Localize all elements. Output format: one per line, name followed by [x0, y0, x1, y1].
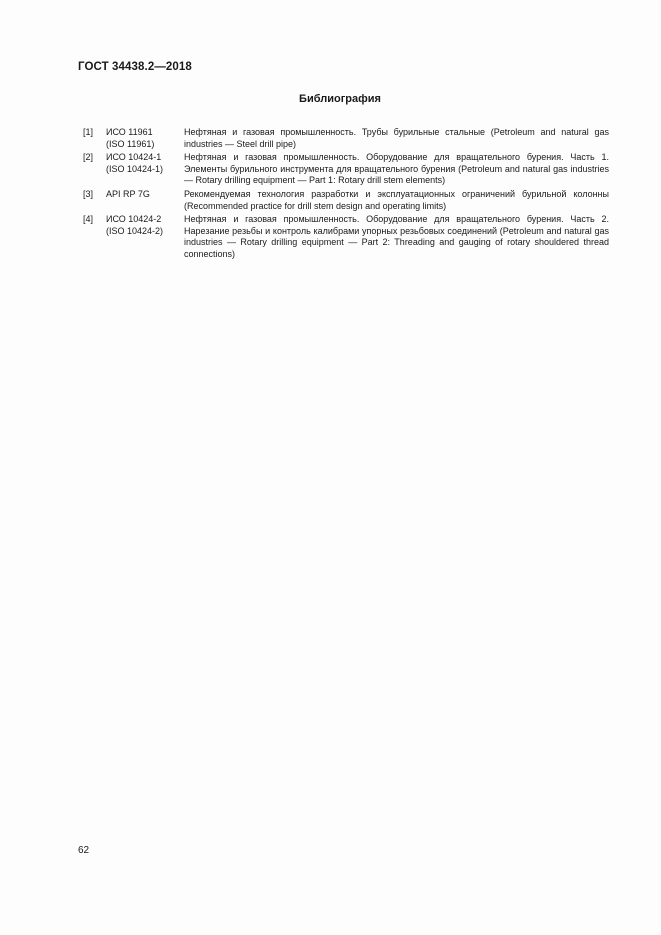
entry-number: [2] — [83, 152, 94, 163]
entry-number: [3] — [83, 188, 94, 199]
bibliography-title: Библиография — [299, 93, 381, 105]
entry-reference-national: API RP 7G — [106, 188, 150, 199]
entry-reference-national: ИСО 10424-2 — [106, 214, 162, 225]
bibliography-entry — [83, 152, 609, 187]
entry-reference-national: ИСО 11961 — [106, 127, 153, 137]
entry-text: Нефтяная и газовая промышленность. Оборудование для вращательного бурения. Часть 1. Элементы бурильного инструмента для вращательного бурения (Petroleum and natural gas industries — Rotary drilling equipment — Part 1: Rotary drill stem elements) — [184, 152, 609, 186]
entry-reference-international: (ISO 10424-2) — [106, 225, 164, 236]
bibliography-entry — [83, 189, 609, 212]
entry-reference-international: (ISO 11961) — [106, 138, 155, 149]
entry-reference-international: (ISO 10424-1) — [106, 163, 164, 174]
entry-number: [1] — [83, 127, 94, 137]
entry-reference — [106, 152, 184, 187]
bibliography-entry — [83, 127, 609, 150]
entry-reference — [106, 214, 184, 260]
entry-text: Нефтяная и газовая промышленность. Оборудование для вращательного бурения. Часть 2. Нарезание резьбы и контроль калибрами упорных резьбовых соединений (Petroleum and natural gas industries — Rotary drilling equipment — Part 2: Threading and gauging of rotary shouldered thread connections) — [184, 214, 609, 259]
entry-text: Рекомендуемая технология разработки и эксплуатационных ограничений бурильной колонны (Recommended practice for drill stem design and operating limits) — [184, 188, 609, 211]
entry-reference — [106, 127, 184, 150]
entry-text: Нефтяная и газовая промышленность. Трубы бурильные стальные (Petroleum and natural gas industries — Steel drill pipe) — [184, 127, 609, 149]
page-number: 62 — [78, 845, 90, 856]
entry-number: [4] — [83, 214, 94, 225]
bibliography-list — [83, 127, 609, 263]
bibliography-entry — [83, 214, 609, 260]
entry-reference-national: ИСО 10424-1 — [106, 152, 162, 163]
standard-code-header: ГОСТ 34438.2—2018 — [78, 61, 192, 73]
entry-reference — [106, 189, 184, 212]
